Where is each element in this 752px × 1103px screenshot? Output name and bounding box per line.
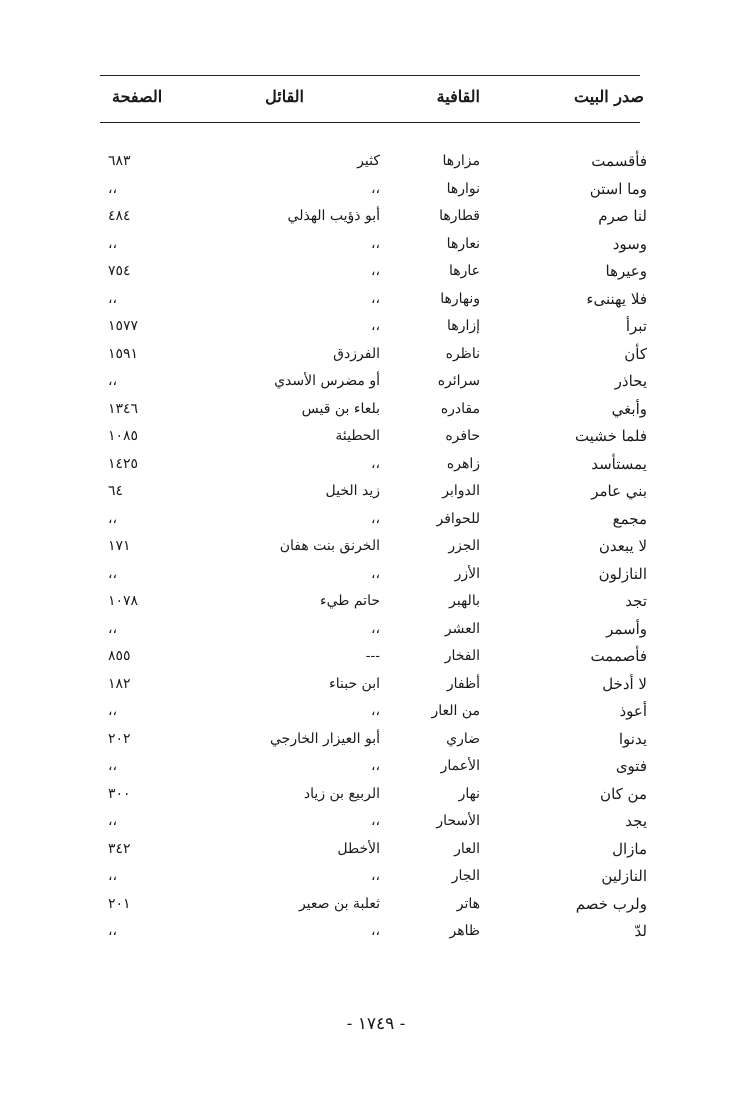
verse-start-cell: بني عامر xyxy=(591,482,647,500)
verse-index-table xyxy=(0,148,752,946)
page-number-cell: ٧٥٤ xyxy=(108,263,131,279)
page-number-cell: ٢٠٢ xyxy=(108,730,131,747)
verse-start-cell: لا أدخل xyxy=(602,674,647,693)
page-number-cell: ،، xyxy=(108,758,118,774)
rhyme-cell: ونهارها xyxy=(440,290,480,307)
table-row xyxy=(0,918,752,946)
verse-start-cell: فأصممت xyxy=(590,647,647,665)
page-number-cell: ،، xyxy=(108,180,118,197)
verse-start-cell: فتوى xyxy=(615,757,647,775)
poet-cell: الأخطل xyxy=(337,840,380,857)
table-row xyxy=(0,148,752,176)
table-row xyxy=(0,286,752,314)
rhyme-cell: بالهبر xyxy=(449,593,480,609)
table-row xyxy=(0,533,752,561)
table-row xyxy=(0,451,752,479)
poet-cell: ،، xyxy=(370,620,380,637)
poet-cell: ابن حبناء xyxy=(329,675,380,692)
table-row xyxy=(0,368,752,396)
page-number-cell: ،، xyxy=(108,235,118,252)
rhyme-cell: مزارها xyxy=(442,153,480,169)
table-row xyxy=(0,643,752,671)
poet-cell: الحطيئة xyxy=(335,428,380,444)
table-row xyxy=(0,561,752,589)
page-number-cell: ١٨٢ xyxy=(108,675,131,692)
poet-cell: بلعاء بن قيس xyxy=(301,400,380,417)
rhyme-cell: ضاري xyxy=(446,730,480,747)
rhyme-cell: عارها xyxy=(448,263,480,279)
table-row xyxy=(0,781,752,809)
table-row xyxy=(0,671,752,699)
table-row xyxy=(0,423,752,451)
table-row xyxy=(0,176,752,204)
rhyme-cell: الدوابر xyxy=(442,483,480,499)
rhyme-cell: الفخار xyxy=(444,648,480,664)
table-row xyxy=(0,506,752,534)
verse-start-cell: لنا صرم xyxy=(598,207,647,225)
poet-cell: أبو العيزار الخارجي xyxy=(270,730,380,747)
poet-cell: ،، xyxy=(370,703,380,719)
page-number-cell: ،، xyxy=(108,620,118,637)
poet-cell: ،، xyxy=(370,180,380,197)
page-number-cell: ١٣٤٦ xyxy=(108,400,139,417)
table-row xyxy=(0,753,752,781)
page-number-cell: ١٤٢٥ xyxy=(108,455,139,472)
page-number-cell: ١٥٩١ xyxy=(108,345,139,362)
rhyme-cell: العار xyxy=(454,840,480,857)
verse-start-cell: لا يبعدن xyxy=(598,537,647,555)
header-bottom-rule xyxy=(100,122,640,123)
verse-start-cell: ولرب خصم xyxy=(575,894,647,913)
poet-cell: الفرزدق xyxy=(333,345,380,362)
rhyme-cell: أظفار xyxy=(446,675,480,692)
rhyme-cell: العشر xyxy=(444,620,480,637)
rhyme-cell: الجار xyxy=(451,868,480,884)
rhyme-cell: نهار xyxy=(458,785,480,802)
verse-start-cell: يحاذر xyxy=(614,372,647,390)
table-row xyxy=(0,588,752,616)
table-row xyxy=(0,478,752,506)
verse-start-cell: من كان xyxy=(600,784,647,803)
page-number-cell: ١٥٧٧ xyxy=(108,318,139,334)
page-number-cell: ،، xyxy=(108,923,118,939)
page-number-cell: ،، xyxy=(108,565,118,582)
verse-start-cell: فلا يهننىء xyxy=(586,289,647,308)
poet-cell: الخرنق بنت هفان xyxy=(279,538,380,554)
poet-cell: كثير xyxy=(357,153,380,169)
verse-start-cell: فأقسمت xyxy=(591,152,647,170)
page-number-cell: ٨٥٥ xyxy=(108,648,131,664)
verse-start-cell: وما استن xyxy=(589,179,647,198)
verse-start-cell: وسود xyxy=(612,234,647,253)
poet-cell: ثعلبة بن صعير xyxy=(298,895,380,912)
verse-start-cell: يجد xyxy=(625,812,647,830)
table-row xyxy=(0,863,752,891)
rhyme-cell: زاهره xyxy=(446,455,480,472)
verse-start-cell: وأبغي xyxy=(611,399,647,418)
poet-cell: ،، xyxy=(370,290,380,307)
verse-start-cell: يمستأسد xyxy=(591,454,647,473)
poet-cell: --- xyxy=(365,648,380,664)
verse-start-cell: يدنوا xyxy=(618,729,647,748)
verse-start-cell: لدّ xyxy=(634,922,647,940)
table-row xyxy=(0,203,752,231)
header-top-rule xyxy=(100,75,640,76)
poet-cell: ،، xyxy=(370,455,380,472)
table-row xyxy=(0,313,752,341)
header-page: الصفحة xyxy=(112,87,163,106)
verse-start-cell: كأن xyxy=(624,344,647,363)
poet-cell: ،، xyxy=(370,565,380,582)
poet-cell: ،، xyxy=(370,813,380,829)
rhyme-cell: ناظره xyxy=(445,345,480,362)
table-header xyxy=(0,84,752,112)
poet-cell: ،، xyxy=(370,235,380,252)
poet-cell: أبو ذؤيب الهذلي xyxy=(287,208,380,224)
verse-start-cell: تبرأ xyxy=(625,317,647,335)
poet-cell: ،، xyxy=(370,923,380,939)
rhyme-cell: مقادره xyxy=(440,400,480,417)
poet-cell: ،، xyxy=(370,758,380,774)
verse-start-cell: النازلين xyxy=(601,867,647,885)
table-row xyxy=(0,698,752,726)
table-row xyxy=(0,616,752,644)
page-number-cell: ٣٠٠ xyxy=(108,785,131,802)
table-row xyxy=(0,258,752,286)
verse-start-cell: أعوذ xyxy=(619,702,647,720)
page-number-cell: ١٧١ xyxy=(108,538,131,554)
table-row xyxy=(0,231,752,259)
page-number-cell: ،، xyxy=(108,868,118,884)
rhyme-cell: هاتر xyxy=(456,895,480,912)
rhyme-cell: نعارها xyxy=(446,235,480,252)
rhyme-cell: الأسحار xyxy=(436,813,480,829)
rhyme-cell: من العار xyxy=(431,703,480,719)
page-number-cell: ١٠٨٥ xyxy=(108,428,139,444)
rhyme-cell: الأعمار xyxy=(440,758,480,774)
poet-cell: أو مضرس الأسدي xyxy=(274,373,380,389)
poet-cell: ،، xyxy=(370,510,380,527)
verse-start-cell: النازلون xyxy=(598,564,647,583)
rhyme-cell: سرائره xyxy=(437,373,480,389)
page-number-cell: ١٠٧٨ xyxy=(108,593,139,609)
table-row xyxy=(0,396,752,424)
header-sadr: صدر البيت xyxy=(574,87,644,106)
page-number-cell: ،، xyxy=(108,290,118,307)
verse-start-cell: مازال xyxy=(612,839,647,858)
header-qafiya: القافية xyxy=(436,87,480,106)
page-number-cell: ٦٨٣ xyxy=(108,153,131,169)
poet-cell: ،، xyxy=(370,318,380,334)
verse-start-cell: وأسمر xyxy=(606,619,647,638)
page-number-cell: ٤٨٤ xyxy=(108,208,131,224)
table-row xyxy=(0,836,752,864)
page-number-cell: ،، xyxy=(108,703,118,719)
page-number-cell: ،، xyxy=(108,373,118,389)
header-qail: القائل xyxy=(265,87,304,106)
table-row xyxy=(0,891,752,919)
page-number-cell: ٦٤ xyxy=(108,483,124,499)
page-number-cell: ٢٠١ xyxy=(108,895,131,912)
rhyme-cell: إزارها xyxy=(447,318,480,334)
rhyme-cell: ظاهر xyxy=(449,923,480,939)
table-row xyxy=(0,341,752,369)
page-number-cell: ٣٤٢ xyxy=(108,840,131,857)
rhyme-cell: الأزر xyxy=(454,565,480,582)
poet-cell: ،، xyxy=(370,868,380,884)
poet-cell: زيد الخيل xyxy=(325,483,380,499)
page-number-cell: ،، xyxy=(108,813,118,829)
poet-cell: الربيع بن زياد xyxy=(303,785,380,802)
rhyme-cell: للحوافر xyxy=(436,510,480,527)
rhyme-cell: حافره xyxy=(445,428,480,444)
verse-start-cell: تجد xyxy=(625,592,647,610)
page-number: - ١٧٤٩ - xyxy=(346,1014,406,1034)
table-row xyxy=(0,808,752,836)
rhyme-cell: نوارها xyxy=(446,180,480,197)
table-row xyxy=(0,726,752,754)
verse-start-cell: فلما خشيت xyxy=(574,427,647,445)
verse-start-cell: مجمع xyxy=(612,509,647,528)
page-number-cell: ،، xyxy=(108,510,118,527)
poet-cell: ،، xyxy=(370,263,380,279)
rhyme-cell: قطارها xyxy=(439,208,480,224)
poet-cell: حاتم طيء xyxy=(320,593,380,609)
rhyme-cell: الجزر xyxy=(448,538,480,554)
verse-start-cell: وعيرها xyxy=(605,262,647,280)
